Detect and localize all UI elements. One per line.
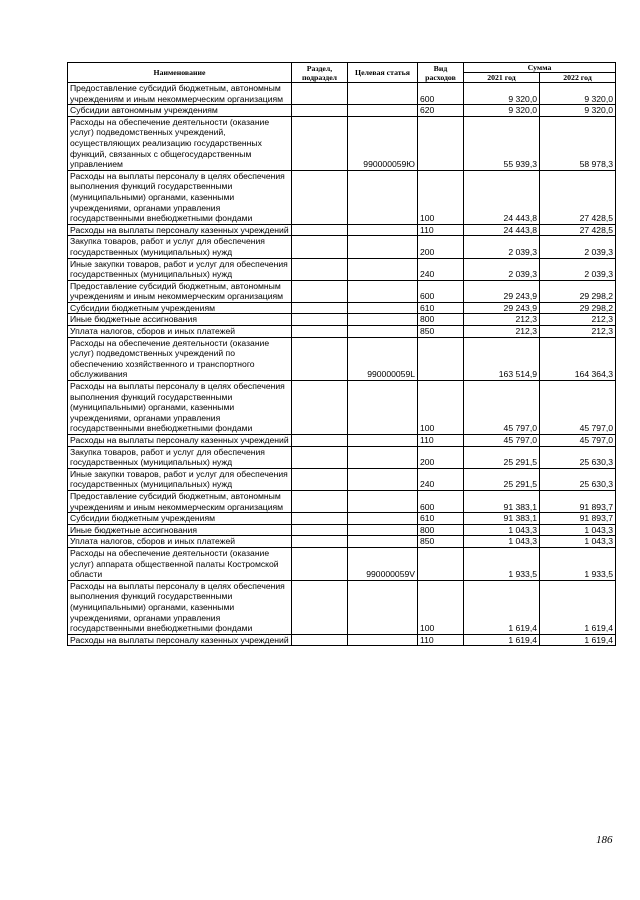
- table-row: [68, 116, 616, 170]
- cell-section: [292, 105, 348, 117]
- cell-section: [292, 302, 348, 314]
- cell-target: [348, 258, 418, 280]
- cell-name: Иные закупки товаров, работ и услуг для обеспечения государственных (муниципальных) нужд: [68, 258, 292, 280]
- table-row: [68, 547, 616, 580]
- cell-kind: 800: [418, 314, 464, 326]
- cell-2022: 27 428,5: [540, 170, 616, 224]
- cell-section: [292, 381, 348, 435]
- cell-target: [348, 580, 418, 634]
- header-name: Наименование: [68, 63, 292, 83]
- cell-section: [292, 547, 348, 580]
- cell-2021: 1 043,3: [464, 536, 540, 548]
- cell-2022: 58 978,3: [540, 116, 616, 170]
- table-row: [68, 314, 616, 326]
- cell-2021: 45 797,0: [464, 435, 540, 447]
- cell-2021: 1 933,5: [464, 547, 540, 580]
- cell-2021: 55 939,3: [464, 116, 540, 170]
- cell-target: [348, 513, 418, 525]
- cell-kind: 110: [418, 634, 464, 646]
- header-section: Раздел, подраздел: [292, 63, 348, 83]
- cell-name: Иные бюджетные ассигнования: [68, 524, 292, 536]
- cell-name: Расходы на выплаты персоналу в целях обеспечения выполнения функций государственными (муниципальными) органами, казенными учреждениями, органами управления государственными внебюджетными фондами: [68, 381, 292, 435]
- cell-2022: 29 298,2: [540, 302, 616, 314]
- cell-name: Закупка товаров, работ и услуг для обеспечения государственных (муниципальных) нужд: [68, 236, 292, 258]
- header-target: Целевая статья: [348, 63, 418, 83]
- cell-2021: 2 039,3: [464, 236, 540, 258]
- cell-kind: 240: [418, 468, 464, 490]
- cell-2021: 25 291,5: [464, 446, 540, 468]
- cell-name: Предоставление субсидий бюджетным, автономным учреждениям и иным некоммерческим организациям: [68, 83, 292, 105]
- cell-name: Расходы на выплаты персоналу казенных учреждений: [68, 224, 292, 236]
- cell-2022: 91 893,7: [540, 490, 616, 512]
- cell-2021: 25 291,5: [464, 468, 540, 490]
- table-row: [68, 490, 616, 512]
- cell-2021: 163 514,9: [464, 337, 540, 380]
- cell-target: 990000059V: [348, 547, 418, 580]
- cell-2022: 91 893,7: [540, 513, 616, 525]
- cell-name: Предоставление субсидий бюджетным, автономным учреждениям и иным некоммерческим организациям: [68, 490, 292, 512]
- cell-kind: [418, 547, 464, 580]
- cell-target: 990000059L: [348, 337, 418, 380]
- cell-name: Предоставление субсидий бюджетным, автономным учреждениям и иным некоммерческим организациям: [68, 280, 292, 302]
- cell-2022: 25 630,3: [540, 468, 616, 490]
- cell-section: [292, 524, 348, 536]
- header-kind: Вид расходов: [418, 63, 464, 83]
- table-row: [68, 83, 616, 105]
- cell-section: [292, 224, 348, 236]
- cell-section: [292, 326, 348, 338]
- cell-target: [348, 236, 418, 258]
- cell-kind: 110: [418, 435, 464, 447]
- cell-kind: 620: [418, 105, 464, 117]
- cell-2022: 29 298,2: [540, 280, 616, 302]
- cell-name: Расходы на выплаты персоналу казенных учреждений: [68, 435, 292, 447]
- cell-2021: 91 383,1: [464, 513, 540, 525]
- cell-target: [348, 435, 418, 447]
- cell-kind: 100: [418, 381, 464, 435]
- cell-2021: 212,3: [464, 326, 540, 338]
- cell-name: Уплата налогов, сборов и иных платежей: [68, 536, 292, 548]
- table-row: [68, 280, 616, 302]
- cell-target: [348, 536, 418, 548]
- cell-2022: 9 320,0: [540, 83, 616, 105]
- cell-kind: 200: [418, 446, 464, 468]
- cell-name: Расходы на выплаты персоналу в целях обеспечения выполнения функций государственными (муниципальными) органами, казенными учреждениями, органами управления государственными внебюджетными фондами: [68, 170, 292, 224]
- cell-2022: 1 619,4: [540, 580, 616, 634]
- page-number: 186: [596, 834, 613, 846]
- cell-section: [292, 580, 348, 634]
- table-row: [68, 236, 616, 258]
- table-row: [68, 580, 616, 634]
- cell-section: [292, 83, 348, 105]
- cell-name: Расходы на выплаты персоналу в целях обеспечения выполнения функций государственными (муниципальными) органами, казенными учреждениями, органами управления государственными внебюджетными фондами: [68, 580, 292, 634]
- table-row: [68, 381, 616, 435]
- cell-section: [292, 258, 348, 280]
- cell-2021: 1 619,4: [464, 580, 540, 634]
- cell-2021: 1 619,4: [464, 634, 540, 646]
- cell-name: Расходы на выплаты персоналу казенных учреждений: [68, 634, 292, 646]
- cell-2022: 164 364,3: [540, 337, 616, 380]
- cell-name: Расходы на обеспечение деятельности (оказание услуг) подведомственных учреждений, осуществляющих реализацию государственных функций, связанных с общегосударственным управлением: [68, 116, 292, 170]
- cell-2021: 29 243,9: [464, 302, 540, 314]
- cell-name: Расходы на обеспечение деятельности (оказание услуг) подведомственных учреждений по обеспечению хозяйственного и транспортного обслуживания: [68, 337, 292, 380]
- cell-target: [348, 524, 418, 536]
- cell-target: [348, 280, 418, 302]
- table-row: [68, 302, 616, 314]
- cell-target: 990000059Ю: [348, 116, 418, 170]
- cell-2021: 212,3: [464, 314, 540, 326]
- cell-2021: 9 320,0: [464, 105, 540, 117]
- cell-target: [348, 170, 418, 224]
- cell-2022: 45 797,0: [540, 381, 616, 435]
- cell-2022: 27 428,5: [540, 224, 616, 236]
- cell-section: [292, 513, 348, 525]
- cell-kind: [418, 116, 464, 170]
- cell-section: [292, 116, 348, 170]
- table-row: [68, 524, 616, 536]
- cell-2022: 1 933,5: [540, 547, 616, 580]
- table-row: [68, 468, 616, 490]
- cell-2022: 1 043,3: [540, 524, 616, 536]
- cell-2021: 9 320,0: [464, 83, 540, 105]
- cell-kind: 100: [418, 170, 464, 224]
- cell-2021: 24 443,8: [464, 224, 540, 236]
- cell-name: Субсидии бюджетным учреждениям: [68, 513, 292, 525]
- cell-target: [348, 314, 418, 326]
- cell-target: [348, 446, 418, 468]
- cell-kind: 610: [418, 513, 464, 525]
- cell-2022: 1 619,4: [540, 634, 616, 646]
- cell-name: Субсидии бюджетным учреждениям: [68, 302, 292, 314]
- cell-2021: 1 043,3: [464, 524, 540, 536]
- cell-target: [348, 634, 418, 646]
- cell-kind: 850: [418, 326, 464, 338]
- cell-name: Субсидии автономным учреждениям: [68, 105, 292, 117]
- cell-target: [348, 302, 418, 314]
- cell-kind: 100: [418, 580, 464, 634]
- cell-section: [292, 236, 348, 258]
- cell-target: [348, 83, 418, 105]
- cell-2022: 1 043,3: [540, 536, 616, 548]
- cell-name: Иные закупки товаров, работ и услуг для обеспечения государственных (муниципальных) нужд: [68, 468, 292, 490]
- cell-target: [348, 468, 418, 490]
- cell-2021: 45 797,0: [464, 381, 540, 435]
- cell-2022: 212,3: [540, 314, 616, 326]
- table-row: [68, 536, 616, 548]
- cell-2022: 2 039,3: [540, 258, 616, 280]
- cell-section: [292, 446, 348, 468]
- cell-target: [348, 490, 418, 512]
- cell-kind: 110: [418, 224, 464, 236]
- table-row: [68, 258, 616, 280]
- cell-section: [292, 435, 348, 447]
- cell-2022: 25 630,3: [540, 446, 616, 468]
- cell-target: [348, 326, 418, 338]
- cell-kind: 600: [418, 83, 464, 105]
- cell-name: Расходы на обеспечение деятельности (оказание услуг) аппарата общественной палаты Костромской области: [68, 547, 292, 580]
- cell-target: [348, 105, 418, 117]
- cell-section: [292, 170, 348, 224]
- cell-kind: 610: [418, 302, 464, 314]
- cell-section: [292, 468, 348, 490]
- cell-name: Иные бюджетные ассигнования: [68, 314, 292, 326]
- header-2022: 2022 год: [540, 73, 616, 83]
- cell-kind: 850: [418, 536, 464, 548]
- cell-target: [348, 381, 418, 435]
- budget-table: [67, 62, 616, 646]
- table-row: [68, 105, 616, 117]
- header-sum: Сумма: [464, 63, 616, 73]
- cell-2022: 9 320,0: [540, 105, 616, 117]
- table-row: [68, 435, 616, 447]
- cell-kind: 200: [418, 236, 464, 258]
- table-row: [68, 224, 616, 236]
- cell-kind: [418, 337, 464, 380]
- cell-section: [292, 337, 348, 380]
- cell-2022: 2 039,3: [540, 236, 616, 258]
- cell-2021: 91 383,1: [464, 490, 540, 512]
- cell-section: [292, 634, 348, 646]
- cell-2021: 29 243,9: [464, 280, 540, 302]
- cell-2021: 2 039,3: [464, 258, 540, 280]
- cell-section: [292, 280, 348, 302]
- cell-kind: 240: [418, 258, 464, 280]
- cell-2022: 212,3: [540, 326, 616, 338]
- header-row: [68, 63, 616, 73]
- cell-2022: 45 797,0: [540, 435, 616, 447]
- table-row: [68, 170, 616, 224]
- table-row: [68, 513, 616, 525]
- table-body: [68, 83, 616, 646]
- cell-section: [292, 536, 348, 548]
- cell-kind: 800: [418, 524, 464, 536]
- cell-kind: 600: [418, 280, 464, 302]
- cell-section: [292, 490, 348, 512]
- table-row: [68, 326, 616, 338]
- table-row: [68, 634, 616, 646]
- cell-name: Закупка товаров, работ и услуг для обеспечения государственных (муниципальных) нужд: [68, 446, 292, 468]
- cell-section: [292, 314, 348, 326]
- header-2021: 2021 год: [464, 73, 540, 83]
- cell-kind: 600: [418, 490, 464, 512]
- cell-2021: 24 443,8: [464, 170, 540, 224]
- cell-target: [348, 224, 418, 236]
- cell-name: Уплата налогов, сборов и иных платежей: [68, 326, 292, 338]
- table-row: [68, 337, 616, 380]
- table-row: [68, 446, 616, 468]
